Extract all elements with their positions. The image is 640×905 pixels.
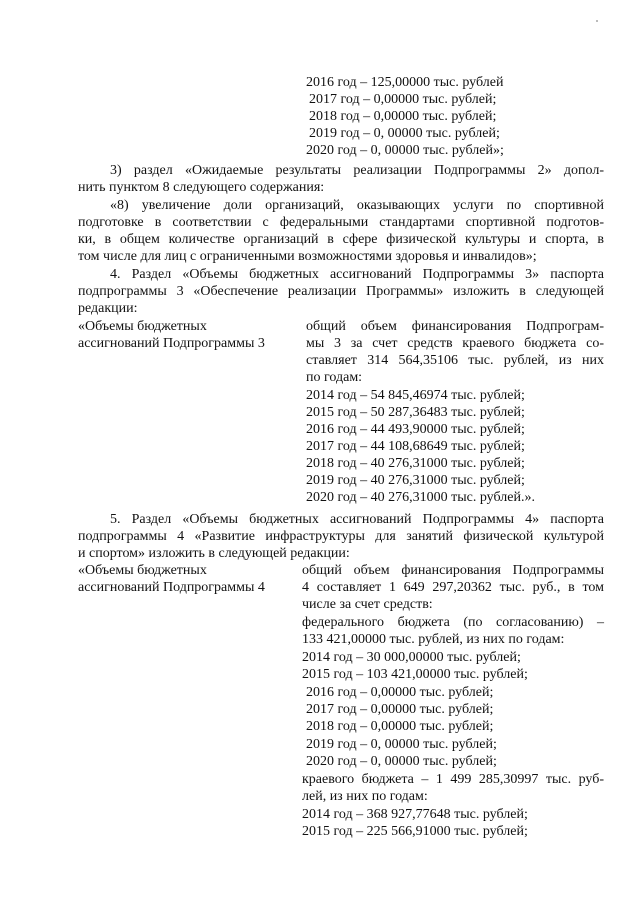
year-line: 2020 год – 0, 00000 тыс. рублей»; bbox=[306, 143, 504, 158]
year-line: 2017 год – 0,00000 тыс. рублей; bbox=[309, 92, 497, 107]
item4-line2: подпрограммы 3 «Обеспечение реализации Программы» изложить в следующей bbox=[78, 284, 604, 299]
year-line: 2018 год – 0,00000 тыс. рублей; bbox=[309, 109, 497, 124]
sub4-year-line: 2015 год – 225 566,91000 тыс. рублей; bbox=[302, 824, 528, 839]
sub3-year-line: 2015 год – 50 287,36483 тыс. рублей; bbox=[306, 405, 525, 420]
sub3-year-line: 2018 год – 40 276,31000 тыс. рублей; bbox=[306, 456, 525, 471]
sub4-year-line: 2014 год – 30 000,00000 тыс. рублей; bbox=[302, 650, 521, 665]
sub4-desc-line4: федерального бюджета (по согласованию) – bbox=[302, 615, 604, 630]
item5-line1: 5. Раздел «Объемы бюджетных ассигнований Подпрограммы 4» паспорта bbox=[110, 512, 604, 527]
year-line: 2019 год – 0, 00000 тыс. рублей; bbox=[309, 126, 500, 141]
sub3-desc-line3: ставляет 314 564,35106 тыс. рублей, из них bbox=[306, 353, 604, 368]
sub3-desc-line4: по годам: bbox=[306, 370, 363, 385]
item3-line1: 3) раздел «Ожидаемые результаты реализации Подпрограммы 2» допол- bbox=[110, 163, 604, 178]
item4-line3: редакции: bbox=[78, 301, 138, 316]
scan-artifact-dot bbox=[596, 20, 598, 22]
sub3-year-line: 2019 год – 40 276,31000 тыс. рублей; bbox=[306, 473, 525, 488]
sub3-year-line: 2016 год – 44 493,90000 тыс. рублей; bbox=[306, 422, 525, 437]
sub4-desc-line7: лей, из них по годам: bbox=[302, 789, 428, 804]
item8-line4: том числе для лиц с ограниченными возможностями здоровья и инвалидов»; bbox=[78, 249, 537, 264]
item5-line2: подпрограммы 4 «Развитие инфраструктуры для занятий физической культурой bbox=[78, 529, 604, 544]
item8-line1: «8) увеличение доли организаций, оказывающих услуги по спортивной bbox=[110, 198, 604, 213]
sub4-year-line: 2017 год – 0,00000 тыс. рублей; bbox=[306, 702, 494, 717]
sub3-label-line2: ассигнований Подпрограммы 3 bbox=[78, 336, 265, 351]
sub4-desc-line1: общий объем финансирования Подпрограммы bbox=[302, 563, 604, 578]
sub4-year-line: 2014 год – 368 927,77648 тыс. рублей; bbox=[302, 807, 528, 822]
sub3-label-line1: «Объемы бюджетных bbox=[78, 319, 207, 334]
sub4-desc-line2: 4 составляет 1 649 297,20362 тыс. руб., в том bbox=[302, 580, 604, 595]
item8-line3: ки, в общем количестве организаций в сфере физической культуры и спорта, в bbox=[78, 232, 604, 247]
sub4-year-line: 2016 год – 0,00000 тыс. рублей; bbox=[306, 685, 494, 700]
sub4-label-line2: ассигнований Подпрограммы 4 bbox=[78, 580, 265, 595]
year-line: 2016 год – 125,00000 тыс. рублей bbox=[306, 75, 504, 90]
sub4-label-line1: «Объемы бюджетных bbox=[78, 563, 207, 578]
sub4-year-line: 2018 год – 0,00000 тыс. рублей; bbox=[306, 719, 494, 734]
sub3-year-line: 2017 год – 44 108,68649 тыс. рублей; bbox=[306, 439, 525, 454]
sub3-desc-line2: мы 3 за счет средств краевого бюджета со- bbox=[306, 336, 604, 351]
sub4-desc-line6: краевого бюджета – 1 499 285,30997 тыс. руб- bbox=[302, 772, 604, 787]
sub4-year-line: 2020 год – 0, 00000 тыс. рублей; bbox=[306, 754, 497, 769]
item5-line3: и спортом» изложить в следующей редакции: bbox=[78, 546, 350, 561]
sub4-desc-line3: числе за счет средств: bbox=[302, 597, 433, 612]
item8-line2: подготовке в соответствии с федеральными стандартами спортивной подготов- bbox=[78, 215, 604, 230]
sub3-year-line: 2014 год – 54 845,46974 тыс. рублей; bbox=[306, 388, 525, 403]
sub3-year-line: 2020 год – 40 276,31000 тыс. рублей.». bbox=[306, 490, 535, 505]
sub4-desc-line5: 133 421,00000 тыс. рублей, из них по годам: bbox=[302, 632, 565, 647]
sub3-desc-line1: общий объем финансирования Подпрограм- bbox=[306, 319, 604, 334]
sub4-year-line: 2015 год – 103 421,00000 тыс. рублей; bbox=[302, 667, 528, 682]
item3-line2: нить пунктом 8 следующего содержания: bbox=[78, 180, 325, 195]
sub4-year-line: 2019 год – 0, 00000 тыс. рублей; bbox=[306, 737, 497, 752]
item4-line1: 4. Раздел «Объемы бюджетных ассигнований Подпрограммы 3» паспорта bbox=[110, 267, 604, 282]
